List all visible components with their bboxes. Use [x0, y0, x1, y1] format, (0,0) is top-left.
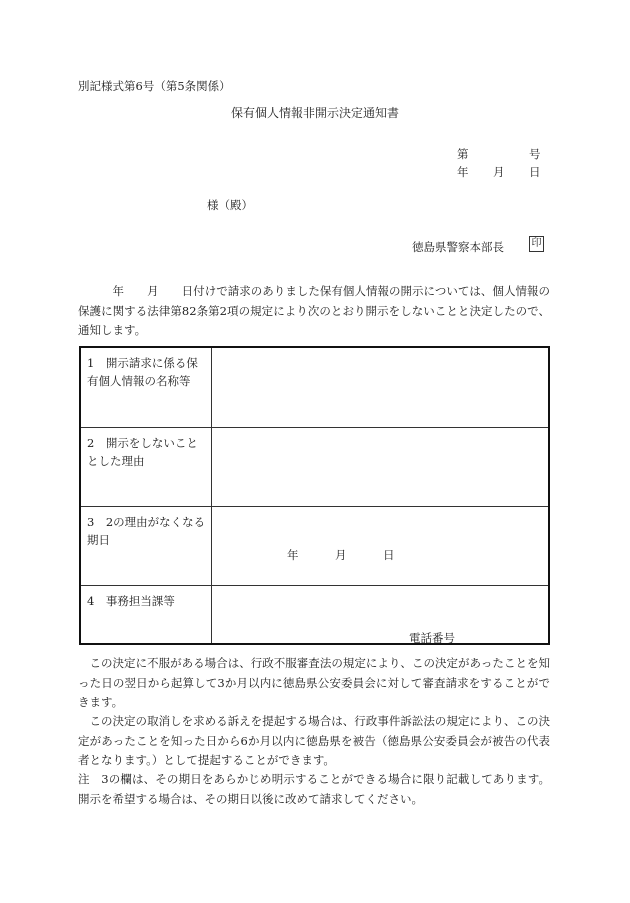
expiry-day: 日	[383, 548, 395, 562]
intro-paragraph: 年 月 日付けで請求のありました保有個人情報の開示については、個人情報の保護に関する法律第82条第2項の規定により次のとおり開示をしないことと決定したので、通知します。	[78, 284, 550, 337]
ref-no-prefix: 第	[457, 147, 469, 161]
table-row	[81, 506, 548, 585]
expiry-year: 年	[287, 548, 299, 562]
details-table	[79, 346, 550, 645]
seal-mark: 印	[529, 236, 544, 252]
note-appeal: この決定に不服がある場合は、行政不服審査法の規定により、この決定があったことを知った日の翌日から起算して3か月以内に徳島県公安委員会に対して審査請求をすることができます。	[78, 656, 550, 709]
date-year: 年	[457, 165, 469, 179]
note-remark: 注 3の欄は、その期日をあらかじめ明示することができる場合に限り記載してあります。開示を希望する場合は、その期日以後に改めて請求してください。	[78, 772, 550, 806]
row-label-expiry: 3 2の理由がなくなる期日	[87, 515, 206, 547]
table-row	[81, 585, 548, 643]
row-label-reason: 2 開示をしないこととした理由	[87, 436, 198, 468]
document-title: 保有個人情報非開示決定通知書	[230, 106, 399, 120]
row-label-info-name: 1 開示請求に係る保有個人情報の名称等	[87, 356, 198, 388]
expiry-date	[287, 547, 397, 561]
row-label-department: 4 事務担当課等	[87, 594, 175, 608]
table-row	[81, 348, 548, 427]
ref-no-suffix: 号	[529, 147, 541, 161]
table-row	[81, 427, 548, 506]
date-day: 日	[529, 165, 541, 179]
note-lawsuit: この決定の取消しを求める訴えを提起する場合は、行政事件訴訟法の規定により、この決定があったことを知った日から6か月以内に徳島県を被告（徳島県公安委員会が被告の代表者となります。）として提起することができます。	[78, 714, 550, 767]
phone-label: 電話番号	[409, 631, 455, 645]
issue-date	[457, 164, 541, 178]
date-month: 月	[493, 165, 505, 179]
reference-number	[457, 146, 541, 160]
form-number: 別記様式第6号（第5条関係）	[78, 79, 231, 93]
addressee: 様（殿）	[207, 198, 253, 212]
expiry-month: 月	[335, 548, 347, 562]
issuer-name: 徳島県警察本部長	[412, 240, 504, 254]
